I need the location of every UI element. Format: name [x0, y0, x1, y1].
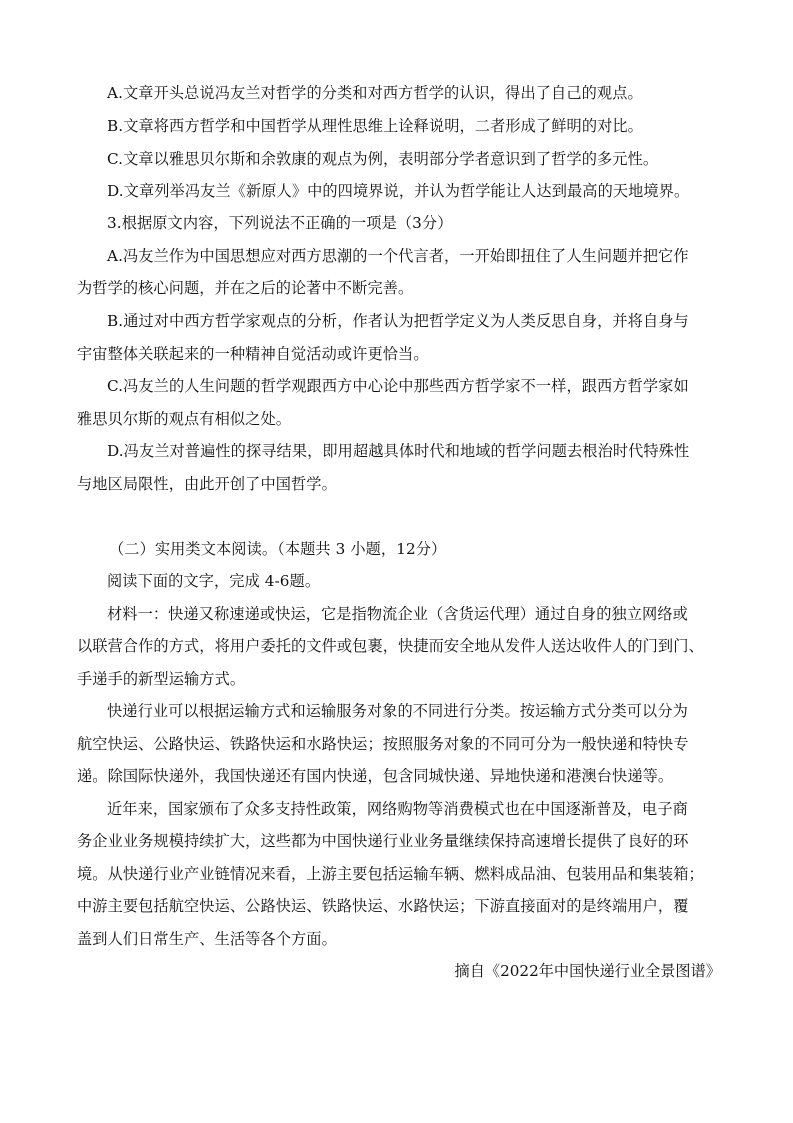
- q3-option-a-line1: A.冯友兰作为中国思想应对西方思潮的一个代言者，一开始即扭住了人生问题并把它作: [107, 247, 689, 265]
- q3-option-b-line1: B.通过对中西方哲学家观点的分析，作者认为把哲学定义为人类反思自身，并将自身与: [107, 312, 689, 330]
- q2-option-c: C.文章以雅思贝尔斯和余敦康的观点为例，表明部分学者意识到了哲学的多元性。: [107, 150, 659, 168]
- q3-option-a-line2: 为哲学的核心问题，并在之后的论著中不断完善。: [77, 279, 414, 297]
- source-citation: 摘自《2022年中国快递行业全景图谱》: [454, 962, 721, 980]
- material1-p2-line2: 航空快运、公路快运、铁路快运和水路快运；按照服务对象的不同可分为一般快递和特快专: [77, 735, 689, 753]
- material1-p3-line1: 近年来，国家颁布了众多支持性政策，网络购物等消费模式也在中国逐渐普及，电子商: [107, 800, 688, 818]
- material1-p3-line2: 务企业业务规模持续扩大，这些都为中国快递行业业务量继续保持高速增长提供了良好的环: [77, 832, 689, 850]
- q3-option-c-line2: 雅思贝尔斯的观点有相似之处。: [77, 410, 292, 428]
- q2-option-d: D.文章列举冯友兰《新原人》中的四境界说，并认为哲学能让人达到最高的天地境界。: [107, 182, 690, 200]
- material1-p3-line4: 中游主要包括航空快运、公路快运、铁路快运、水路快运；下游直接面对的是终端用户，覆: [77, 897, 689, 915]
- material1-p1-line3: 手递手的新型运输方式。: [77, 670, 246, 688]
- q3-option-d-line2: 与地区局限性，由此开创了中国哲学。: [77, 475, 337, 493]
- material1-p3-line3: 境。从快递行业产业链情况来看，上游主要包括运输车辆、燃料成品油、包装用品和集装箱；: [77, 865, 704, 883]
- q3-option-d-line1: D.冯友兰对普遍性的探寻结果，即用超越具体时代和地域的哲学问题去根治时代特殊性: [107, 442, 690, 460]
- material1-p3-line5: 盖到人们日常生产、生活等各个方面。: [77, 930, 337, 948]
- q3-stem: 3.根据原文内容，下列说法不正确的一项是（3分）: [107, 214, 453, 232]
- material1-p1-line1: 材料一：快递又称速递或快运，它是指物流企业（含货运代理）通过自身的独立网络或: [107, 605, 688, 623]
- q2-option-b: B.文章将西方哲学和中国哲学从理性思维上诠释说明，二者形成了鲜明的对比。: [107, 117, 643, 135]
- material1-p1-line2: 以联营合作的方式，将用户委托的文件或包裹，快捷而安全地从发件人送达收件人的门到门、: [77, 637, 704, 655]
- q3-option-c-line1: C.冯友兰的人生问题的哲学观跟西方中心论中那些西方哲学家不一样，跟西方哲学家如: [107, 377, 689, 395]
- material1-p2-line1: 快递行业可以根据运输方式和运输服务对象的不同进行分类。按运输方式分类可以分为: [107, 702, 688, 720]
- q2-option-a: A.文章开头总说冯友兰对哲学的分类和对西方哲学的认识，得出了自己的观点。: [107, 84, 643, 102]
- material1-p2-line3: 递。除国际快递外，我国快递还有国内快递，包含同城快递、异地快递和港澳台快递等。: [77, 767, 674, 785]
- section-instruction: 阅读下面的文字，完成 4-6题。: [107, 572, 321, 590]
- section-heading: （二）实用类文本阅读。（本题共 3 小题，12分）: [109, 540, 447, 558]
- q3-option-b-line2: 宇宙整体关联起来的一种精神自觉活动或许更恰当。: [77, 345, 429, 363]
